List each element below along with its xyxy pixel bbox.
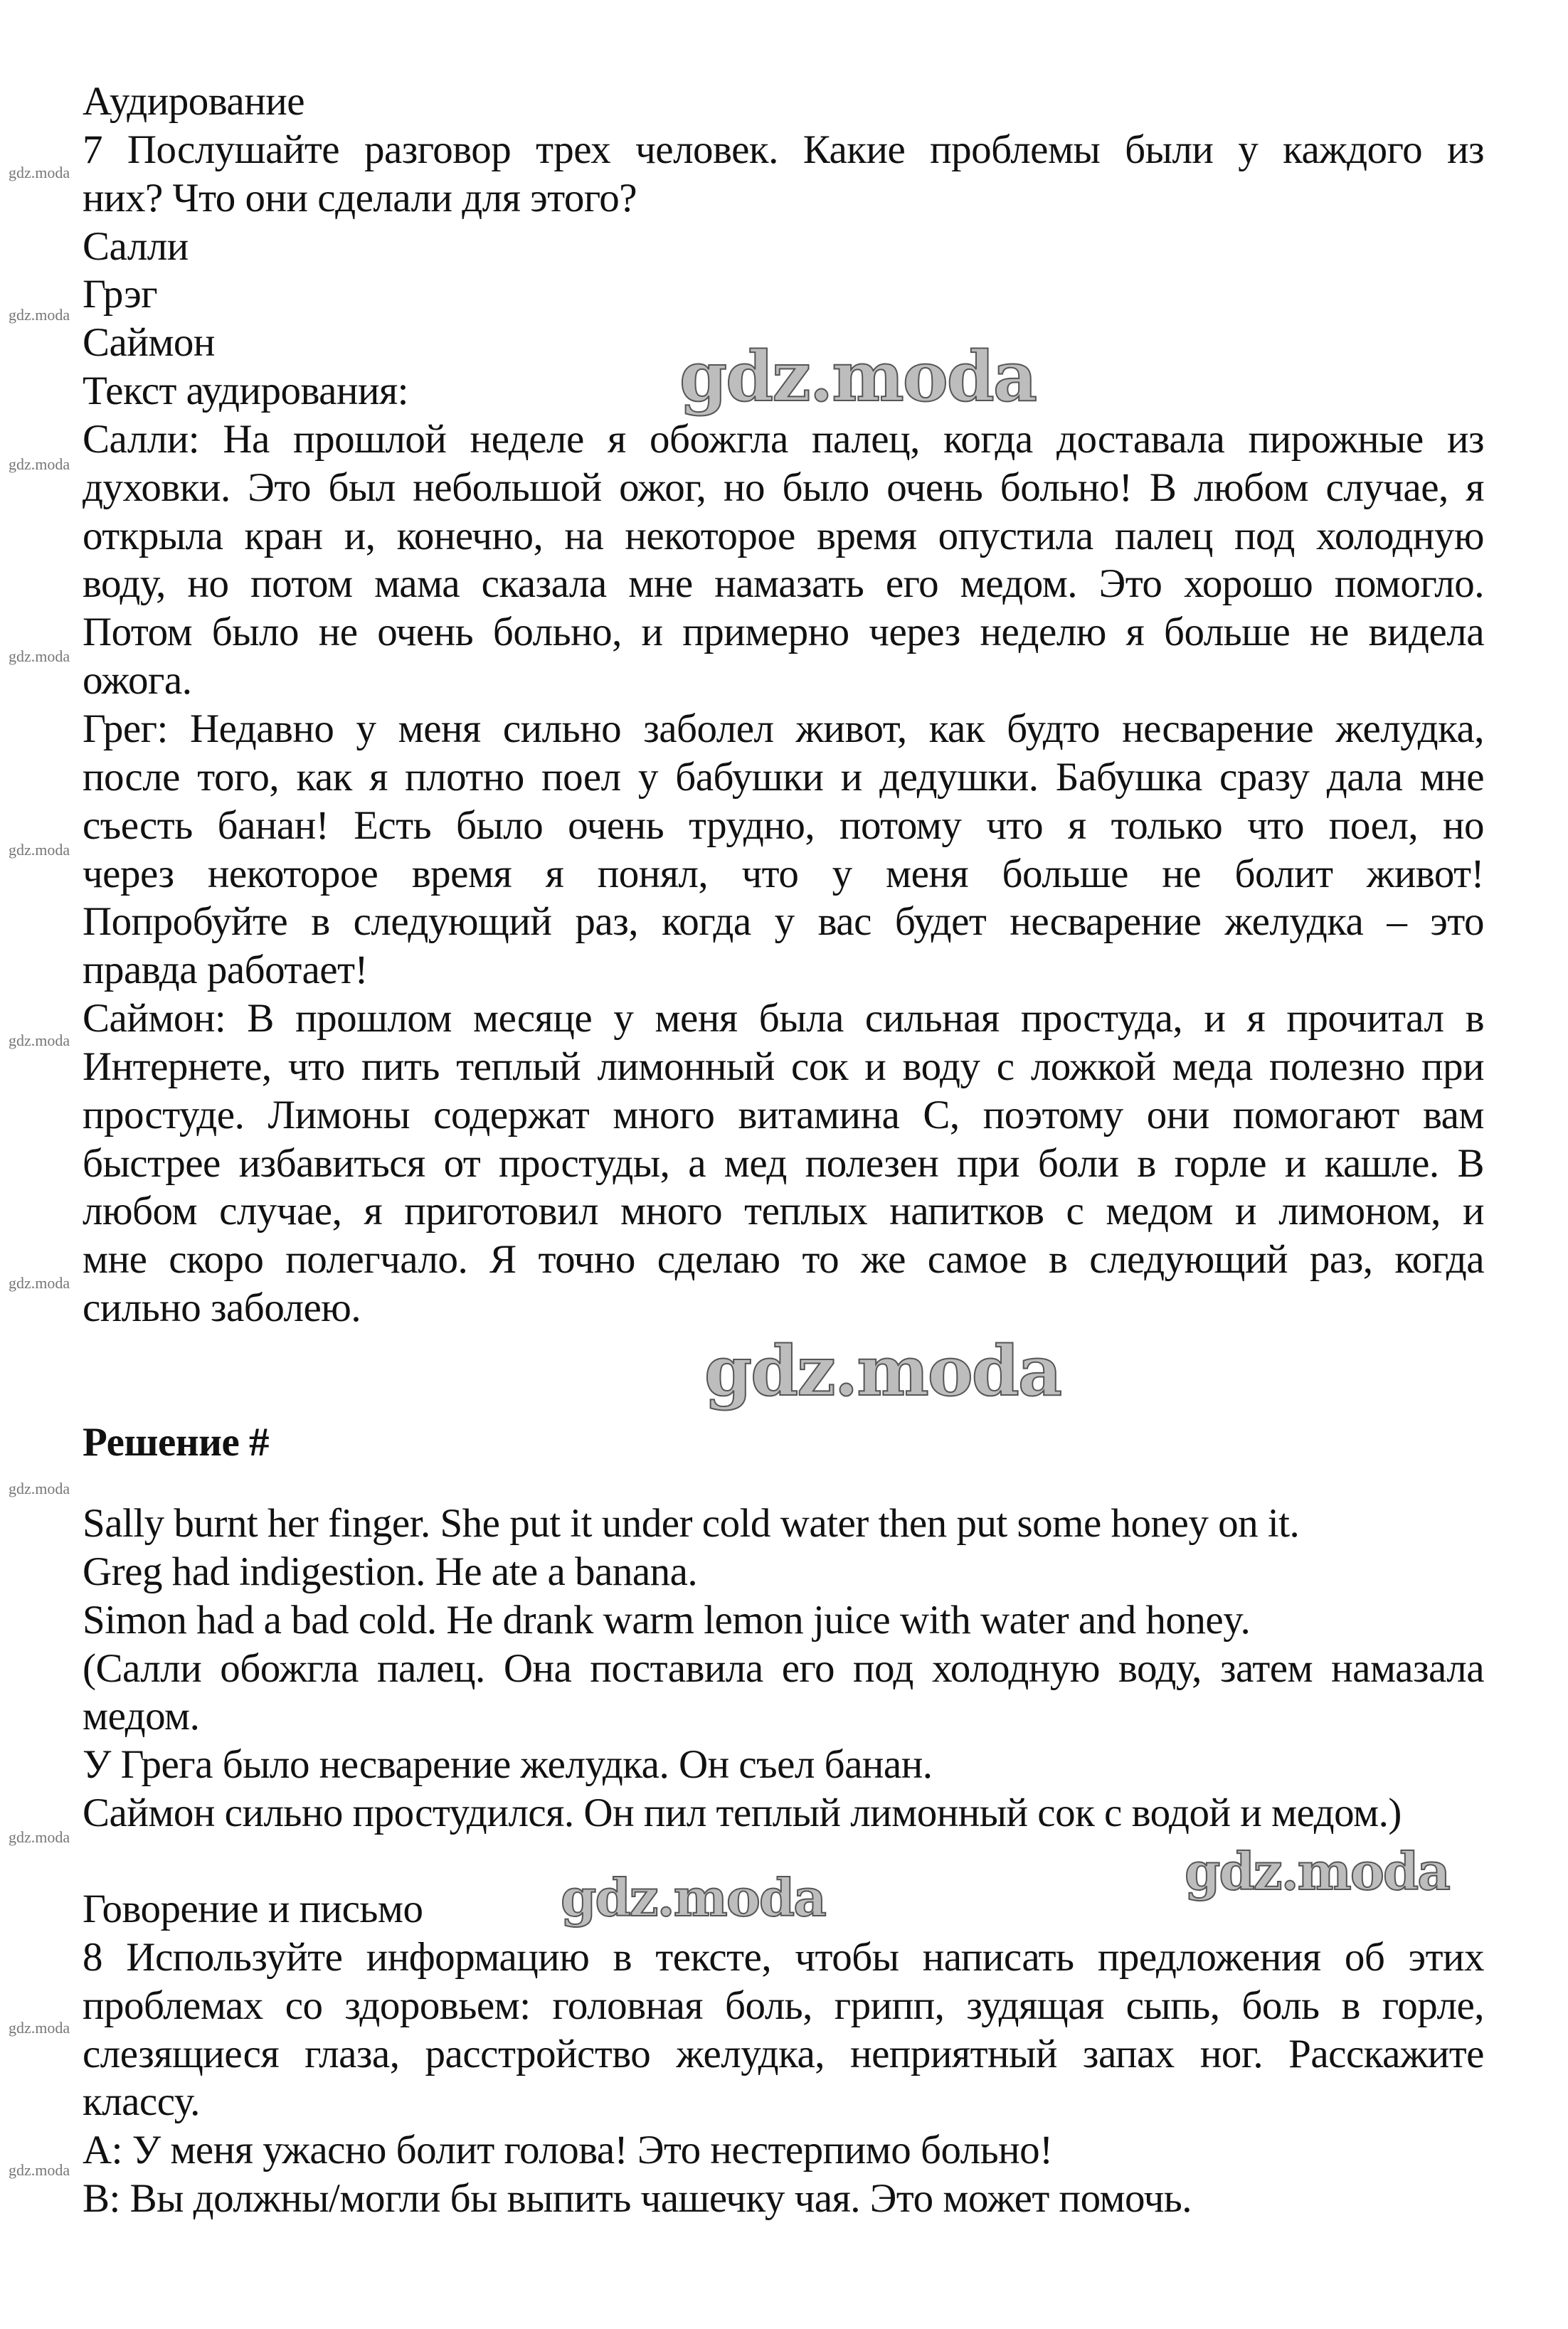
- transcript-line: Салли: На прошлой неделе я обожгла палец, когда доставала пирожные из: [83, 416, 1484, 462]
- transcript-line: Интернете, что пить теплый лимонный сок и воду с ложкой меда полезно при: [83, 1044, 1484, 1089]
- task-line: них? Что они сделали для этого?: [83, 175, 637, 221]
- transcript-line: простуде. Лимоны содержат много витамина С, поэтому они помогают вам: [83, 1092, 1484, 1137]
- watermark-small: gdz.moda: [9, 2161, 70, 2179]
- transcript-line: Саймон: В прошлом месяце у меня была сильная простуда, и я прочитал в: [83, 996, 1484, 1041]
- transcript-line: съесть банан! Есть было очень трудно, потому что я только что поел, но: [83, 802, 1484, 848]
- watermark: gdz.moda: [679, 336, 1037, 417]
- watermark-small: gdz.moda: [9, 1480, 70, 1497]
- task-line: проблемах со здоровьем: головная боль, грипп, зудящая сыпь, боль в горле,: [83, 1983, 1484, 2028]
- transcript-line: духовки. Это был небольшой ожог, но было очень больно! В любом случае, я: [83, 465, 1484, 510]
- solution-line: Sally burnt her finger. She put it under cold water then put some honey on it.: [83, 1501, 1300, 1546]
- solution-section: [83, 1500, 1484, 1837]
- transcript-line: мне скоро полегчало. Я точно сделаю то же самое в следующий раз, когда: [83, 1237, 1484, 1283]
- task-line: классу.: [83, 2079, 200, 2125]
- watermark: gdz.moda: [704, 1331, 1061, 1411]
- name-sally: Салли: [83, 223, 189, 269]
- transcript-line: сильно заболею.: [83, 1285, 361, 1331]
- section-heading: Говорение и письмо: [83, 1887, 423, 1931]
- solution-line: Greg had indigestion. He ate a banana.: [83, 1549, 698, 1594]
- task-line: слезящиеся глаза, расстройство желудка, неприятный запах ног. Расскажите: [83, 2031, 1484, 2076]
- dialogue-line: A: У меня ужасно болит голова! Это нестерпимо больно!: [83, 2128, 1053, 2173]
- dialogue-line: B: Вы должны/могли бы выпить чашечку чая. Это может помочь.: [83, 2176, 1192, 2222]
- transcript-line: Грег: Недавно у меня сильно заболел живот, как будто несварение желудка,: [83, 706, 1484, 751]
- section-heading: Аудирование: [83, 79, 305, 124]
- transcript-line: через некоторое время я понял, что у меня больше не болит живот!: [83, 851, 1484, 896]
- solution-heading: Решение #: [83, 1420, 270, 1465]
- transcript-line: воду, но потом мама сказала мне намазать его медом. Это хорошо помогло.: [83, 561, 1484, 607]
- transcript-line: после того, как я плотно поел у бабушки и дедушки. Бабушка сразу дала мне: [83, 754, 1484, 800]
- watermark-small: gdz.moda: [9, 1031, 70, 1049]
- watermark-small: gdz.moda: [9, 647, 70, 665]
- watermark: gdz.moda: [561, 1867, 825, 1928]
- watermark-small: gdz.moda: [9, 1828, 70, 1846]
- transcript-line: ожога.: [83, 658, 192, 704]
- solution-heading-block: [83, 1418, 1484, 1467]
- transcript-line: Попробуйте в следующий раз, когда у вас будет несварение желудка – это: [83, 899, 1484, 945]
- watermark-small: gdz.moda: [9, 164, 70, 181]
- solution-line: Саймон сильно простудился. Он пил теплый лимонный сок с водой и медом.): [83, 1790, 1402, 1836]
- transcript-heading: Текст аудирования:: [83, 368, 409, 414]
- name-greg: Грэг: [83, 272, 158, 317]
- transcript-line: открыла кран и, конечно, на некоторое время опустила палец под холодную: [83, 513, 1484, 558]
- transcript-line: Потом было не очень больно, и примерно через неделю я больше не видела: [83, 610, 1484, 655]
- watermark-small: gdz.moda: [9, 306, 70, 324]
- transcript-line: правда работает!: [83, 948, 368, 993]
- solution-line: (Салли обожгла палец. Она поставила его под холодную воду, затем намазала: [83, 1645, 1484, 1691]
- solution-line: медом.: [83, 1694, 200, 1739]
- solution-line: Simon had a bad cold. He drank warm lemon juice with water and honey.: [83, 1597, 1251, 1643]
- watermark: gdz.moda: [1185, 1841, 1449, 1901]
- listening-section: [83, 78, 1484, 1332]
- solution-line: У Грега было несварение желудка. Он съел банан.: [83, 1742, 933, 1788]
- transcript-line: быстрее избавиться от простуды, а мед полезен при боли в горле и кашле. В: [83, 1140, 1484, 1186]
- watermark-small: gdz.moda: [9, 2019, 70, 2037]
- name-simon: Саймон: [83, 320, 215, 366]
- speaking-section: [83, 1885, 1484, 2223]
- task-line: 7 Послушайте разговор трех человек. Какие проблемы были у каждого из: [83, 127, 1484, 172]
- watermark-small: gdz.moda: [9, 455, 70, 473]
- watermark-small: gdz.moda: [9, 841, 70, 859]
- watermark-small: gdz.moda: [9, 1274, 70, 1292]
- transcript-line: любом случае, я приготовил много теплых напитков с медом и лимоном, и: [83, 1189, 1484, 1234]
- task-line: 8 Используйте информацию в тексте, чтобы написать предложения об этих: [83, 1934, 1484, 1980]
